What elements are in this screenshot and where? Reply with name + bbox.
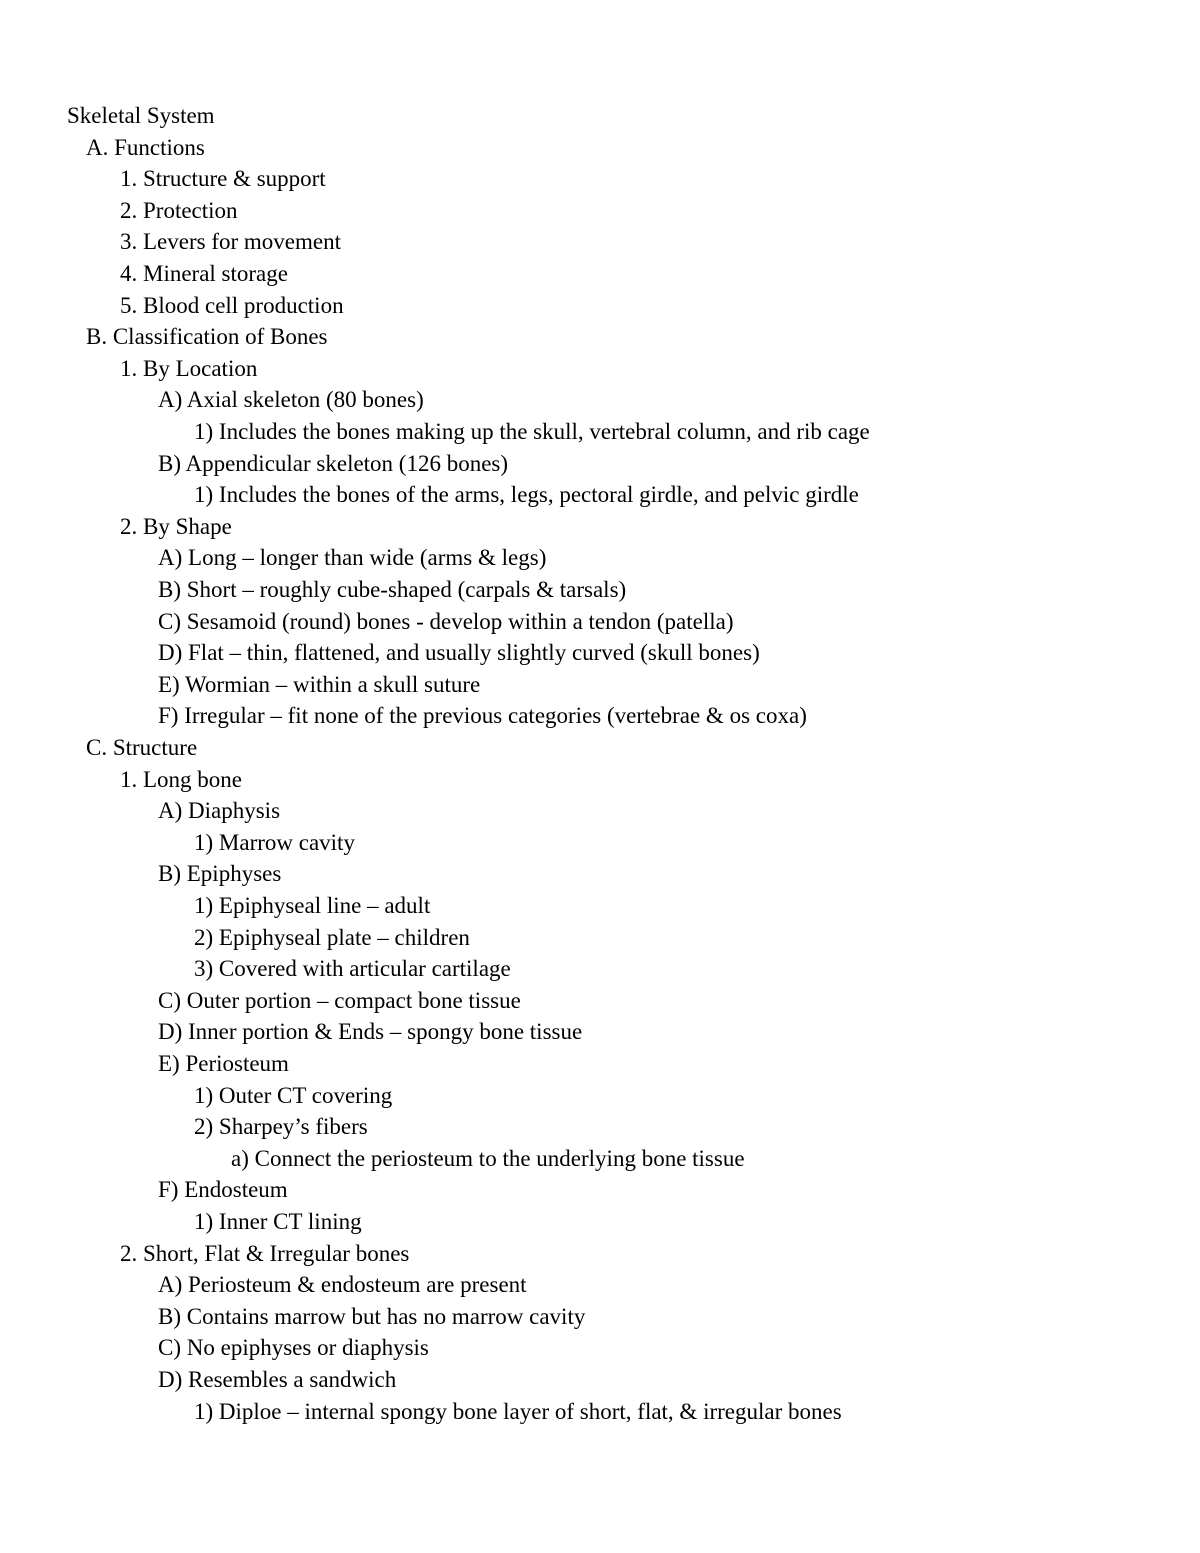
outline-item-level-3: D) Inner portion & Ends – spongy bone tissue [158, 1019, 583, 1045]
outline-item-level-1: C. Structure [86, 735, 198, 760]
outline-item-level-3: A) Axial skeleton (80 bones) [158, 387, 424, 413]
outline-item-level-3: B) Epiphyses [158, 861, 282, 887]
outline-item-level-2: 2. Protection [120, 197, 238, 223]
outline-item-level-2: 2. Short, Flat & Irregular bones [120, 1240, 410, 1266]
outline-item-level-2: 4. Mineral storage [120, 261, 288, 286]
outline-item-level-3: A) Diaphysis [158, 798, 281, 824]
outline-item-level-3: E) Wormian – within a skull suture [158, 671, 481, 697]
outline-item-level-3: F) Endosteum [158, 1177, 288, 1203]
outline-item-level-3: E) Periosteum [158, 1051, 289, 1076]
outline-item-level-2: 2. By Shape [120, 513, 232, 539]
outline-item-level-4: 2) Sharpey’s fibers [194, 1114, 368, 1140]
outline-item-level-3: B) Short – roughly cube-shaped (carpals & tarsals) [158, 577, 627, 602]
outline-item-level-3: F) Irregular – fit none of the previous categories (vertebrae & os coxa) [158, 703, 807, 729]
outline-item-level-3: C) Outer portion – compact bone tissue [158, 987, 521, 1013]
outline-item-level-4: 1) Includes the bones making up the skull, vertebral column, and rib cage [194, 419, 870, 444]
outline-item-level-3: B) Contains marrow but has no marrow cavity [158, 1303, 586, 1329]
outline-item-level-4: 1) Includes the bones of the arms, legs, pectoral girdle, and pelvic girdle [194, 482, 859, 508]
outline-item-level-3: D) Flat – thin, flattened, and usually slightly curved (skull bones) [158, 640, 760, 666]
outline-item-level-4: 3) Covered with articular cartilage [194, 956, 511, 982]
outline-item-level-3: A) Periosteum & endosteum are present [158, 1272, 527, 1298]
outline-item-level-2: 5. Blood cell production [120, 292, 344, 318]
outline-item-level-3: D) Resembles a sandwich [158, 1367, 397, 1392]
outline-item-level-4: 2) Epiphyseal plate – children [194, 924, 470, 950]
document-title: Skeletal System [67, 103, 215, 128]
outline-item-level-2: 1. By Location [120, 355, 258, 381]
outline-item-level-4: 1) Diploe – internal spongy bone layer of short, flat, & irregular bones [194, 1398, 842, 1424]
outline-item-level-4: 1) Outer CT covering [194, 1082, 393, 1108]
outline-item-level-2: 3. Levers for movement [120, 229, 341, 255]
outline-item-level-4: 1) Inner CT lining [194, 1209, 362, 1234]
outline-item-level-3: C) Sesamoid (round) bones - develop within a tendon (patella) [158, 608, 734, 634]
outline-item-level-4: 1) Marrow cavity [194, 829, 355, 855]
outline-item-level-3: A) Long – longer than wide (arms & legs) [158, 545, 547, 571]
outline-item-level-2: 1. Long bone [120, 766, 243, 792]
outline-item-level-2: 1. Structure & support [120, 166, 326, 192]
outline-item-level-3: C) No epiphyses or diaphysis [158, 1335, 429, 1361]
outline-item-level-1: A. Functions [86, 134, 205, 160]
outline-item-level-5: a) Connect the periosteum to the underlying bone tissue [231, 1145, 745, 1171]
outline-item-level-1: B. Classification of Bones [86, 324, 328, 350]
outline-item-level-4: 1) Epiphyseal line – adult [194, 893, 431, 918]
outline-item-level-3: B) Appendicular skeleton (126 bones) [158, 450, 509, 476]
